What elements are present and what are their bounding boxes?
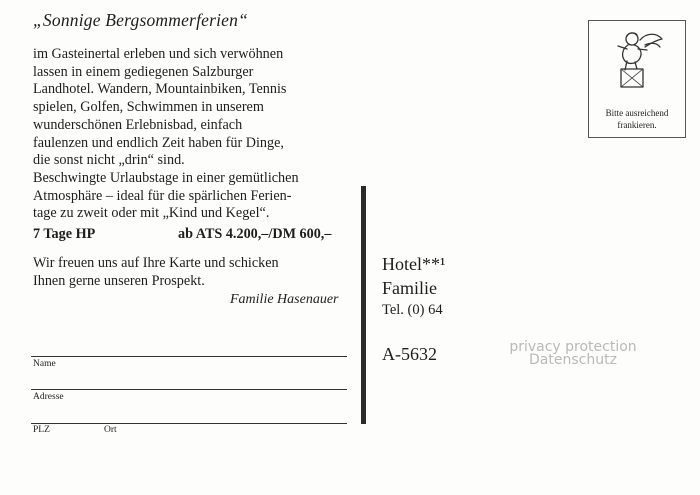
recipient-line1: Hotel**¹ [382, 254, 446, 274]
card-title: „Sonnige Bergsommerferien“ [33, 10, 249, 30]
offer-duration: 7 Tage HP [33, 226, 96, 242]
zip-label: PLZ [33, 425, 50, 435]
cherub-icon [607, 27, 667, 89]
body-line: lassen in einem gediegenen Salzburger [33, 63, 254, 80]
card-body [33, 46, 363, 223]
stamp-label-line2: frankieren. [617, 120, 657, 130]
zip-city-line[interactable] [31, 423, 347, 424]
body-line: Atmosphäre – ideal für die spärlichen Ferien- [33, 187, 292, 204]
signature: Familie Hasenauer [230, 292, 339, 307]
body-line: im Gasteinertal erleben und sich verwöhnen [33, 46, 284, 62]
name-line[interactable] [31, 356, 347, 357]
city-label: Ort [104, 425, 117, 435]
address-label: Adresse [33, 392, 64, 402]
body-line: spielen, Golfen, Schwimmen in unserem [33, 99, 264, 116]
body-line: wunderschönen Erlebnisbad, einfach [33, 116, 243, 133]
body-line: faulenzen und endlich Zeit haben für Dinge, [33, 134, 284, 151]
offer-price: ab ATS 4.200,–/DM 600,– [178, 226, 332, 242]
greeting-line: Wir freuen uns auf Ihre Karte und schicken [33, 255, 279, 271]
body-line: tage zu zweit oder mit „Kind und Kegel“. [33, 205, 270, 222]
recipient-postcode: A-5632 [382, 344, 437, 364]
body-line: Beschwingte Urlaubstage in einer gemütlichen [33, 169, 299, 186]
recipient-phone: Tel. (0) 64 [382, 302, 443, 318]
name-label: Name [33, 359, 56, 369]
stamp-label-line1: Bitte ausreichend [605, 108, 669, 118]
body-line: Landhotel. Wandern, Mountainbiken, Tennis [33, 81, 287, 98]
recipient-line2: Familie [382, 278, 437, 298]
body-line: die sonst nicht „drin“ sind. [33, 152, 185, 169]
watermark-line2: Datenschutz [529, 352, 617, 368]
greeting-line: Ihnen gerne unseren Prospekt. [33, 272, 205, 289]
stamp-box [588, 20, 686, 138]
privacy-watermark [499, 341, 647, 367]
address-line[interactable] [31, 389, 347, 390]
stamp-label [589, 107, 685, 131]
watermark-line1: privacy protection [509, 339, 637, 355]
greeting [33, 255, 279, 290]
card-divider [361, 186, 366, 424]
